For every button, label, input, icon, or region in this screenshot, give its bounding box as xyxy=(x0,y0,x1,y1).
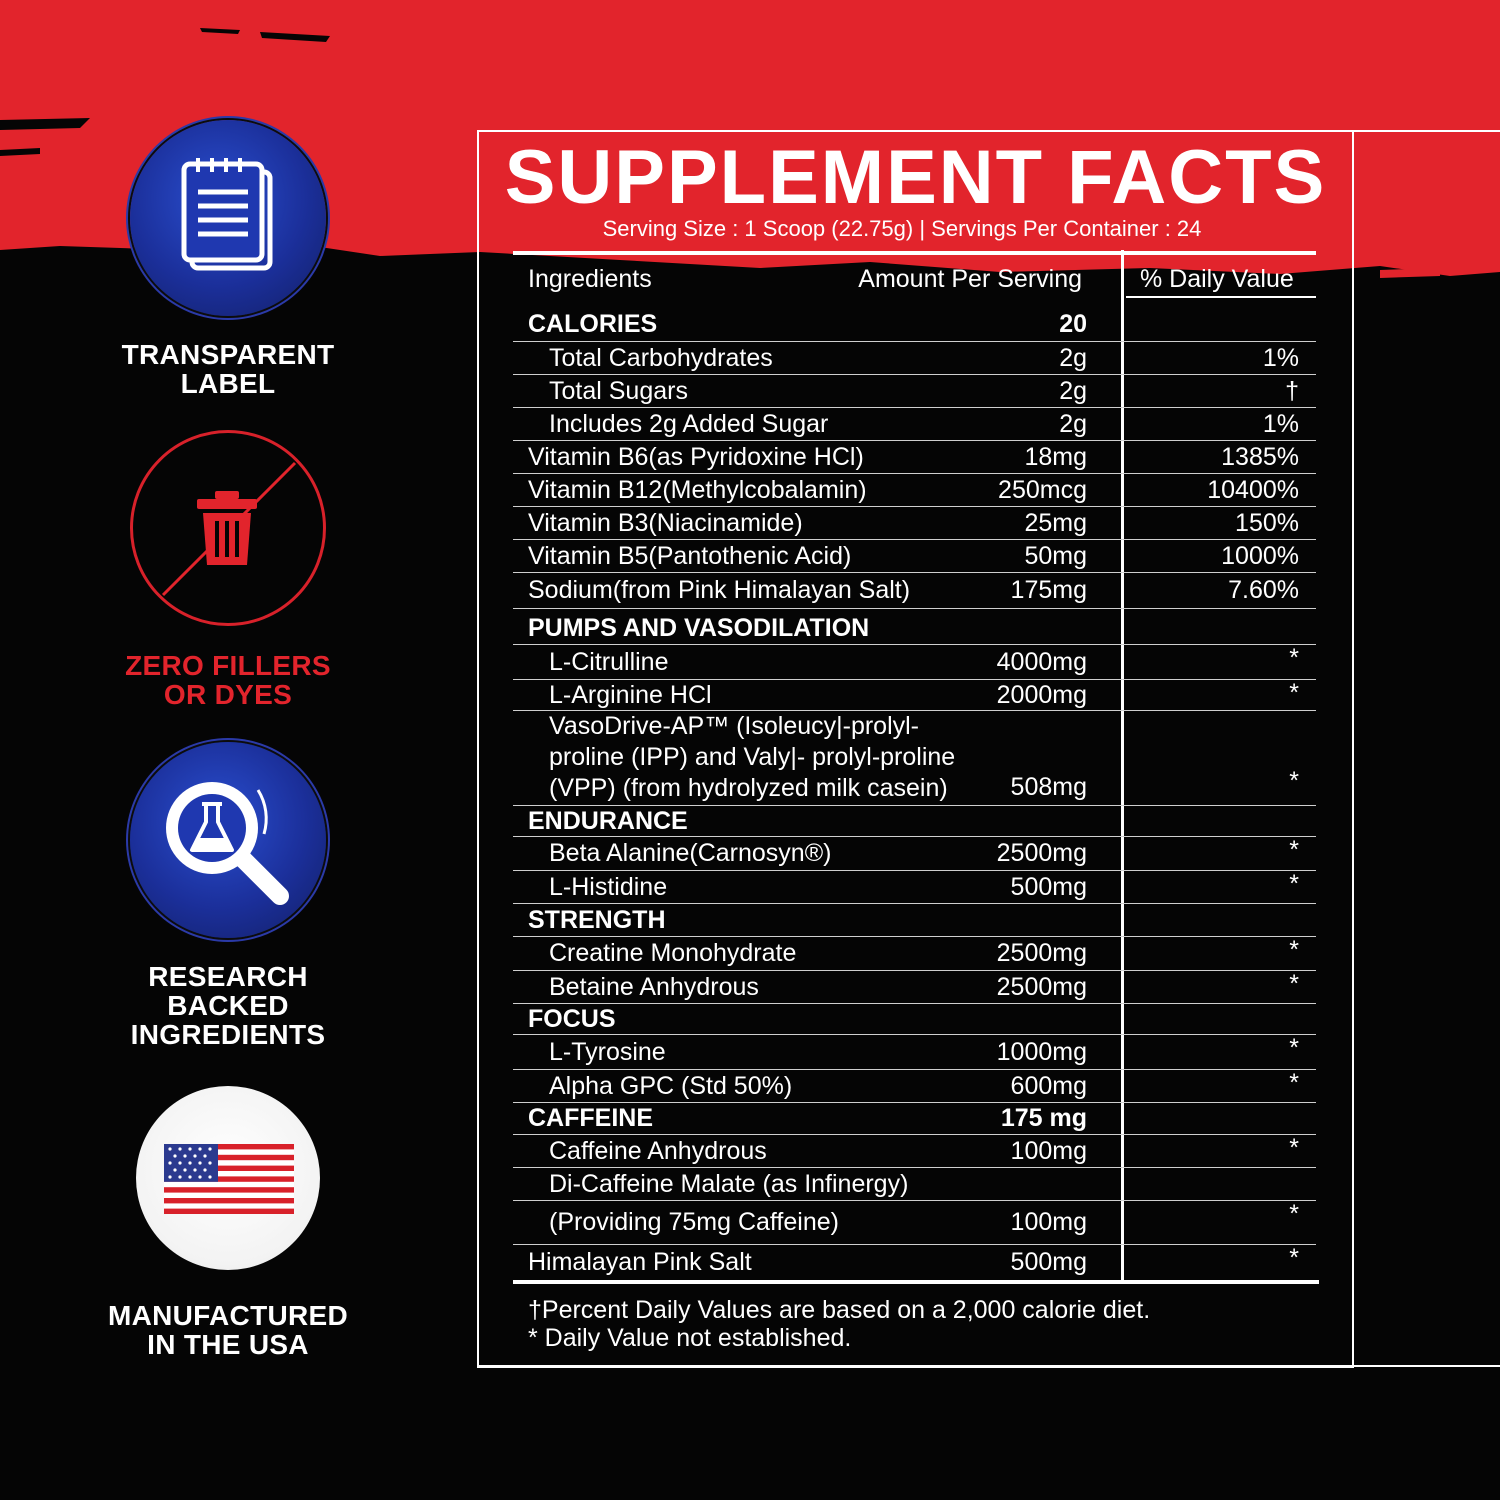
section-row xyxy=(513,806,1316,837)
row-divider xyxy=(513,608,1316,610)
ingredient-name: L-Citrulline xyxy=(549,647,669,676)
daily-value: * xyxy=(1289,836,1299,864)
daily-value: 150% xyxy=(1235,508,1299,537)
table-row xyxy=(513,837,1316,871)
amount-per-serving: 175mg xyxy=(1010,576,1087,604)
daily-value: * xyxy=(1289,644,1299,672)
table-row xyxy=(513,1035,1316,1070)
amount-per-serving: 500mg xyxy=(1010,1247,1087,1276)
ingredient-name: Vitamin B6(as Pyridoxine HCl) xyxy=(528,442,864,471)
table-row xyxy=(513,711,1316,806)
amount-per-serving: 250mcg xyxy=(998,475,1087,504)
bottom-rule xyxy=(513,1280,1319,1284)
ingredient-name: Vitamin B12(Methylcobalamin) xyxy=(528,475,867,504)
daily-value: 1% xyxy=(1262,409,1299,438)
table-row xyxy=(513,680,1316,711)
daily-value: 1385% xyxy=(1221,442,1299,471)
badge-label: MANUFACTURED IN THE USA xyxy=(107,1300,349,1360)
header-daily-value: % Daily Value xyxy=(1140,265,1294,293)
table-row xyxy=(513,474,1316,507)
amount-per-serving: 2g xyxy=(1059,409,1087,438)
table-row xyxy=(513,971,1316,1004)
amount-per-serving: 2500mg xyxy=(996,839,1087,867)
amount-per-serving: 600mg xyxy=(1010,1071,1087,1100)
ingredient-name: STRENGTH xyxy=(528,905,666,934)
ingredient-name: L-Histidine xyxy=(549,872,668,901)
ingredient-name: (Providing 75mg Caffeine) xyxy=(549,1208,839,1236)
ingredient-name: Beta Alanine(Carnosyn®) xyxy=(549,839,832,867)
table-row xyxy=(513,342,1316,375)
daily-value: * xyxy=(1289,1069,1299,1097)
daily-value: * xyxy=(1289,1244,1299,1272)
ingredient-name: Vitamin B5(Pantothenic Acid) xyxy=(528,541,852,570)
ingredient-name: Di-Caffeine Malate (as Infinergy) xyxy=(549,1169,909,1198)
table-row xyxy=(513,441,1316,474)
badge-label: ZERO FILLERS OR DYES xyxy=(125,650,331,710)
daily-value: * xyxy=(1289,1200,1299,1228)
amount-per-serving: 20 xyxy=(1059,310,1087,338)
ingredient-name: CALORIES xyxy=(528,310,658,338)
ingredient-name: CAFFEINE xyxy=(528,1104,653,1132)
footnote-daily-value: †Percent Daily Values are based on a 2,000 calorie diet. xyxy=(528,1296,1151,1324)
daily-value: * xyxy=(1289,679,1299,707)
ingredient-name: FOCUS xyxy=(528,1004,616,1033)
daily-value: * xyxy=(1289,1034,1299,1062)
ingredient-name: Alpha GPC (Std 50%) xyxy=(549,1071,793,1100)
section-row xyxy=(513,904,1316,937)
section-row xyxy=(513,1004,1316,1035)
ingredient-name: Caffeine Anhydrous xyxy=(549,1136,767,1165)
section-row xyxy=(513,1103,1316,1135)
ingredient-name: Vitamin B3(Niacinamide) xyxy=(528,508,803,537)
amount-per-serving: 25mg xyxy=(1024,508,1087,537)
table-row xyxy=(513,408,1316,441)
ingredient-name: Includes 2g Added Sugar xyxy=(549,409,829,438)
table-row xyxy=(513,507,1316,540)
daily-value: 1% xyxy=(1262,343,1299,372)
badge-label: RESEARCH BACKED INGREDIENTS xyxy=(130,961,326,1050)
amount-per-serving: 2000mg xyxy=(996,680,1087,709)
ingredient-name: Total Sugars xyxy=(549,376,688,405)
daily-value: * xyxy=(1289,936,1299,964)
facts-title: SUPPLEMENT FACTS xyxy=(504,135,1327,220)
daily-value: 7.60% xyxy=(1228,576,1299,604)
ingredient-name: Betaine Anhydrous xyxy=(549,972,759,1001)
daily-value: * xyxy=(1289,970,1299,998)
daily-value: * xyxy=(1289,767,1299,795)
table-row xyxy=(513,1168,1316,1201)
table-row xyxy=(513,1201,1316,1245)
table-row xyxy=(513,1245,1316,1280)
section-row xyxy=(513,612,1316,645)
badge-label: TRANSPARENT LABEL xyxy=(121,339,335,399)
amount-per-serving: 175 mg xyxy=(1000,1104,1087,1132)
ingredient-name: ENDURANCE xyxy=(528,806,688,835)
ingredient-name: Sodium(from Pink Himalayan Salt) xyxy=(528,576,911,604)
amount-per-serving: 1000mg xyxy=(996,1037,1087,1066)
ingredient-name: Creatine Monohydrate xyxy=(549,939,797,967)
table-row xyxy=(513,1070,1316,1103)
header-ingredients: Ingredients xyxy=(528,265,652,293)
daily-value: † xyxy=(1285,376,1299,405)
ingredient-name: PUMPS AND VASODILATION xyxy=(528,613,870,642)
serving-info: Serving Size : 1 Scoop (22.75g) | Servings Per Container : 24 xyxy=(602,216,1202,241)
amount-per-serving: 500mg xyxy=(1010,872,1087,901)
table-row xyxy=(513,871,1316,904)
amount-per-serving: 18mg xyxy=(1024,442,1087,471)
usa-flag-icon xyxy=(136,1086,320,1270)
ingredient-name: L-Tyrosine xyxy=(549,1037,666,1066)
table-row xyxy=(513,540,1316,573)
amount-per-serving: 2500mg xyxy=(996,972,1087,1001)
ingredient-name: VasoDrive-AP™ (Isoleucy|-prolyl-proline (IPP) and Valy|- prolyl-proline (VPP) (from hydrolyzed milk casein) xyxy=(549,712,956,802)
amount-per-serving: 100mg xyxy=(1010,1208,1087,1236)
amount-per-serving: 2500mg xyxy=(996,939,1087,967)
amount-per-serving: 508mg xyxy=(1010,773,1087,801)
table-row xyxy=(513,573,1316,609)
header-rule xyxy=(1126,296,1316,298)
table-row xyxy=(513,645,1316,680)
section-row xyxy=(513,308,1316,342)
table-row xyxy=(513,1135,1316,1168)
footnote-not-established: * Daily Value not established. xyxy=(528,1324,852,1352)
ingredient-name: Himalayan Pink Salt xyxy=(528,1247,752,1276)
top-rule xyxy=(513,251,1316,255)
ingredient-name: L-Arginine HCl xyxy=(549,680,712,709)
daily-value: * xyxy=(1289,870,1299,898)
amount-per-serving: 4000mg xyxy=(996,647,1087,676)
header-amount: Amount Per Serving xyxy=(858,265,1082,293)
magnifier-flask-icon xyxy=(130,742,326,938)
daily-value: * xyxy=(1289,1134,1299,1162)
amount-per-serving: 2g xyxy=(1059,376,1087,405)
amount-per-serving: 50mg xyxy=(1024,541,1087,570)
notepad-icon xyxy=(130,120,326,316)
daily-value: 1000% xyxy=(1221,541,1299,570)
table-row xyxy=(513,937,1316,971)
trash-crossed-icon xyxy=(130,430,326,626)
amount-per-serving: 2g xyxy=(1059,343,1087,372)
ingredient-name: Total Carbohydrates xyxy=(549,343,773,372)
table-row xyxy=(513,375,1316,408)
amount-per-serving: 100mg xyxy=(1010,1136,1087,1165)
daily-value: 10400% xyxy=(1207,475,1299,504)
